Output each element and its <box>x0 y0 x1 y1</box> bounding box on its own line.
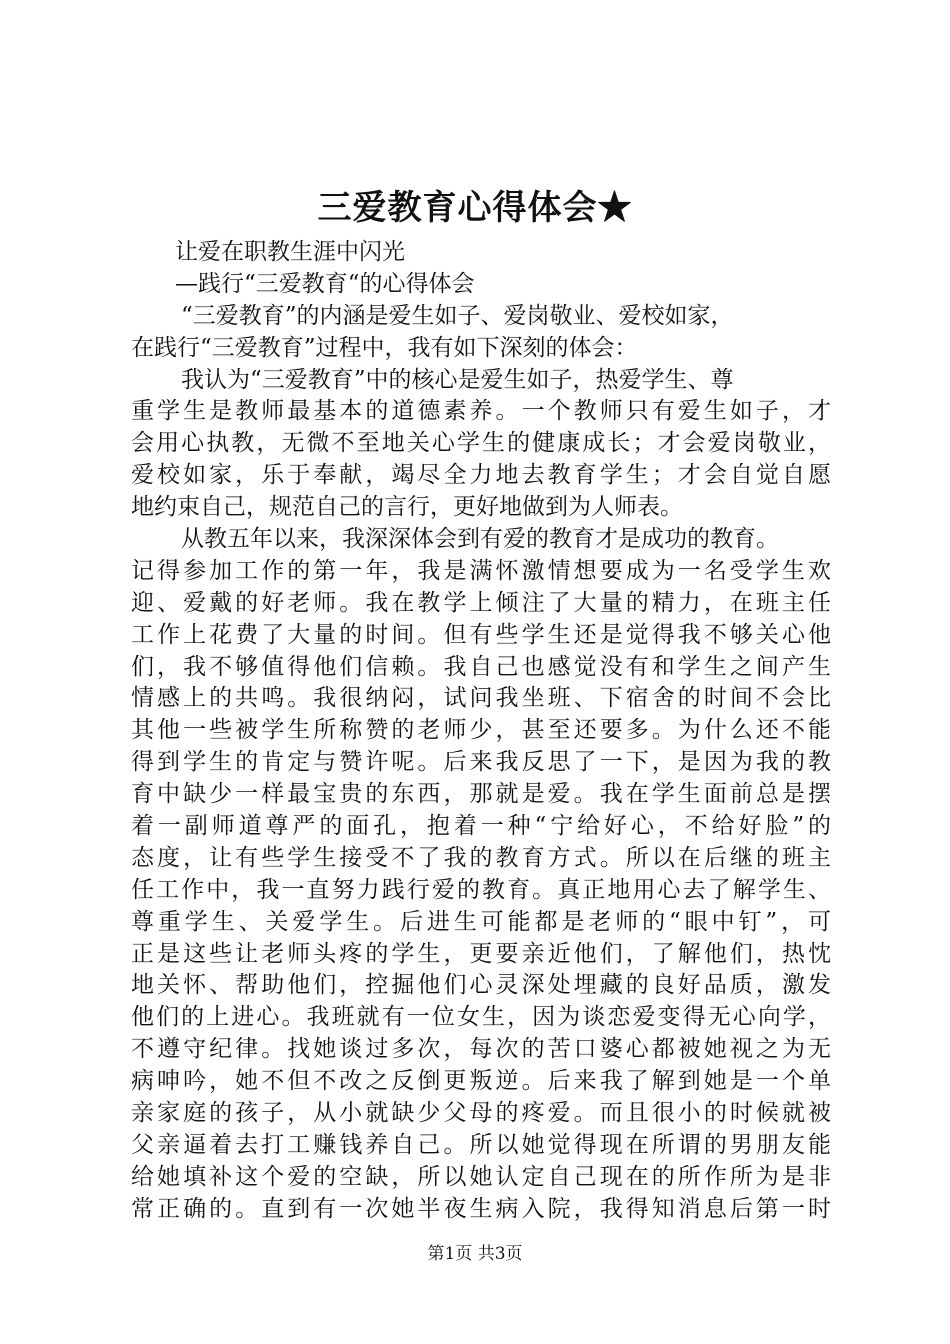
paragraph-line: 父亲逼着去打工赚钱养自己。所以她觉得现在所谓的男朋友能 <box>131 1131 831 1158</box>
paragraph-line: 工作上花费了大量的时间。但有些学生还是觉得我不够关心他 <box>131 621 831 648</box>
paragraph-line: “三爱教育”的内涵是爱生如子、爱岗敬业、爱校如家， <box>181 302 734 329</box>
paragraph-line: 重学生是教师最基本的道德素养。一个教师只有爱生如子，才 <box>131 398 831 425</box>
paragraph-line: 爱校如家，乐于奉献，竭尽全力地去教育学生；才会自觉自愿 <box>131 462 831 489</box>
paragraph-line: 着一副师道尊严的面孔，抱着一种“宁给好心，不给好脸”的 <box>131 813 831 840</box>
paragraph-line: 得到学生的肯定与赞许呢。后来我反思了一下，是因为我的教 <box>131 749 831 776</box>
paragraph-line: 正是这些让老师头疼的学生，更要亲近他们，了解他们，热忱 <box>131 940 831 967</box>
paragraph-line: 我认为“三爱教育”中的核心是爱生如子，热爱学生、尊 <box>181 366 734 393</box>
document-title: 三爱教育心得体会★ <box>317 188 633 228</box>
paragraph-line: 在践行“三爱教育”过程中，我有如下深刻的体会： <box>131 334 638 361</box>
document-body <box>131 237 831 1226</box>
paragraph-line: 地关怀、帮助他们，控掘他们心灵深处埋藏的良好品质，激发 <box>131 972 831 999</box>
paragraph-line: 态度，让有些学生接受不了我的教育方式。所以在后继的班主 <box>131 844 831 871</box>
paragraph-line: 会用心执教，无微不至地关心学生的健康成长；才会爱岗敬业， <box>131 430 831 457</box>
paragraph-line: 给她填补这个爱的空缺，所以她认定自己现在的所作所为是非 <box>131 1163 831 1190</box>
paragraph-line: 情感上的共鸣。我很纳闷，试问我坐班、下宿舍的时间不会比 <box>131 685 831 712</box>
subtitle-line: —践行“三爱教育“的心得体会 <box>175 270 475 297</box>
paragraph-line: 亲家庭的孩子，从小就缺少父母的疼爱。而且很小的时候就被 <box>131 1100 831 1127</box>
paragraph-line: 病呻吟，她不但不改之反倒更叛逆。后来我了解到她是一个单 <box>131 1068 831 1095</box>
paragraph-line: 迎、爱戴的好老师。我在教学上倾注了大量的精力，在班主任 <box>131 589 831 616</box>
paragraph-line: 从教五年以来，我深深体会到有爱的教育才是成功的教育。 <box>181 526 779 553</box>
paragraph-line: 记得参加工作的第一年，我是满怀激情想要成为一名受学生欢 <box>131 557 831 584</box>
subtitle-line: 让爱在职教生涯中闪光 <box>175 239 405 265</box>
paragraph-line: 育中缺少一样最宝贵的东西，那就是爱。我在学生面前总是摆 <box>131 781 831 808</box>
page-footer: 第1页 共3页 <box>427 1244 523 1264</box>
paragraph-line: 不遵守纪律。找她谈过多次，每次的苦口婆心都被她视之为无 <box>131 1036 831 1063</box>
paragraph-line: 任工作中，我一直努力践行爱的教育。真正地用心去了解学生、 <box>131 876 831 903</box>
paragraph-line: 地约束自己，规范自己的言行，更好地做到为人师表。 <box>131 494 683 521</box>
paragraph-line: 常正确的。直到有一次她半夜生病入院，我得知消息后第一时 <box>131 1195 831 1222</box>
paragraph-line: 他们的上进心。我班就有一位女生，因为谈恋爱变得无心向学， <box>131 1004 831 1031</box>
paragraph-line: 们，我不够值得他们信赖。我自己也感觉没有和学生之间产生 <box>131 653 831 680</box>
paragraph-line: 尊重学生、关爱学生。后进生可能都是老师的“眼中钉”，可 <box>131 908 831 935</box>
paragraph-line: 其他一些被学生所称赞的老师少，甚至还要多。为什么还不能 <box>131 717 831 744</box>
